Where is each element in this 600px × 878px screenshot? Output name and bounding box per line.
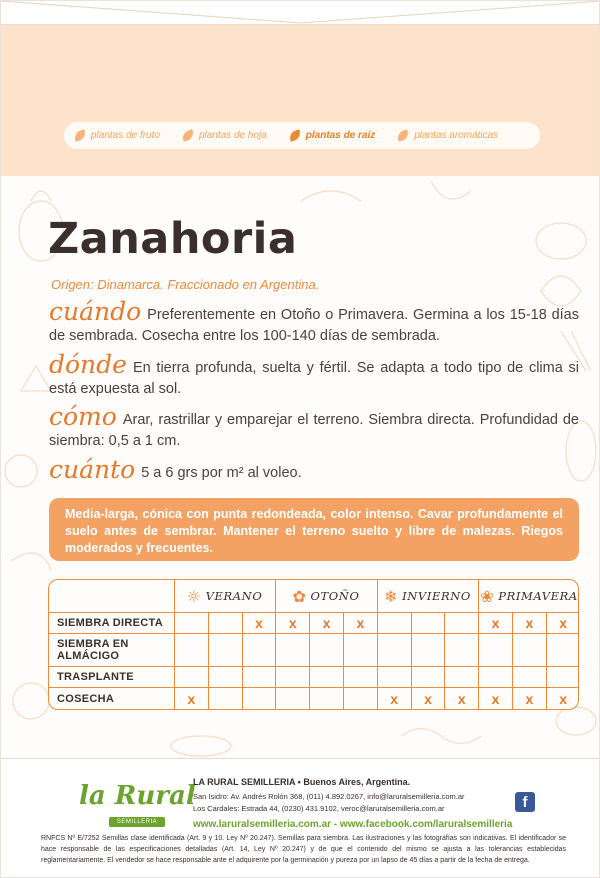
calendar-cell [377,633,411,666]
header-band [1,1,600,176]
calendar-cell [242,633,276,666]
calendar-row-label: SIEMBRA EN ALMÁCIGO [57,637,129,662]
address-los-cardales: Los Cardales: Estrada 44, (0230) 431.9102, veroc@laruralsemilleria.com.ar [193,804,445,813]
calendar-row [49,633,579,666]
calendar-cell [444,666,478,687]
calendar-row-label: TRASPLANTE [57,670,134,683]
season-divider [275,580,276,612]
section-keyword: cuánto [49,455,136,484]
category-label: plantas aromáticas [414,130,499,141]
calendar-mark: x [411,687,445,710]
calendar-mark: x [242,612,276,633]
calendar-mark: x [478,687,512,710]
calendar-cell [208,633,242,666]
calendar-cell [512,633,546,666]
address-san-isidro: San Isidro: Av. Andrés Rolón 368, (011) 4.892.0267, info@laruralsemilleria.com.ar [193,792,465,801]
calendar-cell [546,633,579,666]
calendar-cell [411,612,445,633]
calendar-cell [444,633,478,666]
calendar-mark: x [275,612,309,633]
calendar-cell [174,612,208,633]
season-invierno [377,580,478,612]
calendar-cell [411,633,445,666]
calendar-cell [174,666,208,687]
calendar-cell [444,612,478,633]
calendar-cell [242,666,276,687]
calendar-cell [275,633,309,666]
leaf-icon [288,129,302,142]
section-donde [49,350,579,400]
facebook-icon[interactable]: f [515,792,535,812]
calendar-cell [309,666,343,687]
company-name: LA RURAL SEMILLERIA • Buenos Aires, Argentina. [193,777,411,787]
calendar-cell [309,633,343,666]
envelope-flap [1,1,600,25]
calendar-mark: x [343,612,377,633]
season-otono [275,580,377,612]
calendar-cell [242,687,276,710]
category-raiz [289,130,375,141]
calendar-mark: x [512,612,546,633]
section-como [49,402,579,452]
season-label: VERANO [205,589,263,603]
flower-icon: ❀ [480,586,495,606]
calendar-mark: x [444,687,478,710]
leaf-flower-icon: ✿ [292,586,307,606]
calendar-cell [208,687,242,710]
section-keyword: cómo [49,402,117,431]
calendar-row [49,666,579,687]
brand-logo: la Rural [79,781,196,811]
calendar-cell [478,633,512,666]
growing-note: Media-larga, cónica con punta redondeada, color intenso. Cavar profundamente el suelo antes de sembrar. Mantener el terreno suelto y libre de malezas. Riegos moderados y frecuentes. [49,498,579,561]
category-label: plantas de raíz [305,130,376,141]
leaf-icon [181,129,195,142]
season-divider [174,580,175,612]
calendar-mark: x [546,612,579,633]
category-fruto [74,130,160,141]
calendar-cell [546,666,579,687]
product-title: Zanahoria [48,214,298,264]
calendar-mark: x [377,687,411,710]
leaf-icon [73,129,87,142]
category-aromaticas [397,130,498,141]
season-primavera [478,580,579,612]
leaf-icon [396,129,410,142]
section-keyword: cuándo [49,297,142,326]
calendar-cell [208,612,242,633]
calendar-cell [512,666,546,687]
calendar-row [49,687,579,710]
planting-calendar [48,579,579,710]
calendar-cell [411,666,445,687]
season-label: OTOÑO [310,589,360,603]
section-text: Preferentemente en Otoño o Primavera. Germina a los 15-18 días de sembrada. Cosecha entre los 100-140 días de sembrada. [49,307,579,344]
season-label: INVIERNO [402,589,471,603]
website-links[interactable]: www.laruralsemilleria.com.ar - www.facebook.com/laruralsemilleria [193,819,513,830]
calendar-cell [377,612,411,633]
section-text: 5 a 6 grs por m² al voleo. [141,465,302,481]
category-label: plantas de fruto [91,130,160,141]
calendar-cell [275,687,309,710]
section-cuando [49,297,579,347]
sun-icon: ☼ [186,586,202,606]
calendar-cell [208,666,242,687]
section-text: Arar, rastrillar y emparejar el terreno. Siembra directa. Profundidad de siembra: 0,5 a 1 cm. [49,412,579,449]
category-bar [64,122,540,149]
category-label: plantas de hoja [198,130,267,141]
section-text: En tierra profunda, suelta y fértil. Se adapta a todo tipo de clima si está expuesta al sol. [49,360,579,397]
category-hoja [182,130,267,141]
calendar-mark: x [546,687,579,710]
calendar-row-label: SIEMBRA DIRECTA [57,616,163,629]
calendar-cell [377,666,411,687]
product-origin: Origen: Dinamarca. Fraccionado en Argentina. [51,277,320,292]
calendar-cell [478,666,512,687]
section-cuanto [49,455,579,484]
season-divider [377,580,378,612]
footer [1,758,600,878]
calendar-cell [343,633,377,666]
snowflake-icon: ❄ [384,586,399,606]
season-label: PRIMAVERA [498,589,578,603]
section-keyword: dónde [49,350,127,379]
calendar-cell [275,666,309,687]
calendar-row-label: COSECHA [57,692,115,705]
calendar-row [49,612,579,633]
calendar-cell [309,687,343,710]
calendar-cell [343,687,377,710]
legal-text: RNFCS Nº E/7252 Semillas clase identificada (Art. 9 y 10. Ley Nº 20.247). Semillas para siembra. Las ilustraciones y las fotografías son indicativas. El identificador se hace responsable de las especificaciones detalladas (Art. 14, Ley Nº 20.247) y de que el contenido del mismo se ajusta a las tolerancias establecidas reglamentariamente. El vendedor se hace responsable ante el adquirente por la germinación y pureza por un lapso de 45 días a partir de la fecha de entrega. [41,835,566,864]
calendar-mark: x [174,687,208,710]
season-verano [174,580,275,612]
calendar-cell [174,633,208,666]
calendar-mark: x [309,612,343,633]
calendar-mark: x [478,612,512,633]
calendar-mark: x [512,687,546,710]
brand-logo-ribbon: SEMILLERIA [109,817,165,827]
calendar-cell [343,666,377,687]
season-divider [478,580,479,612]
